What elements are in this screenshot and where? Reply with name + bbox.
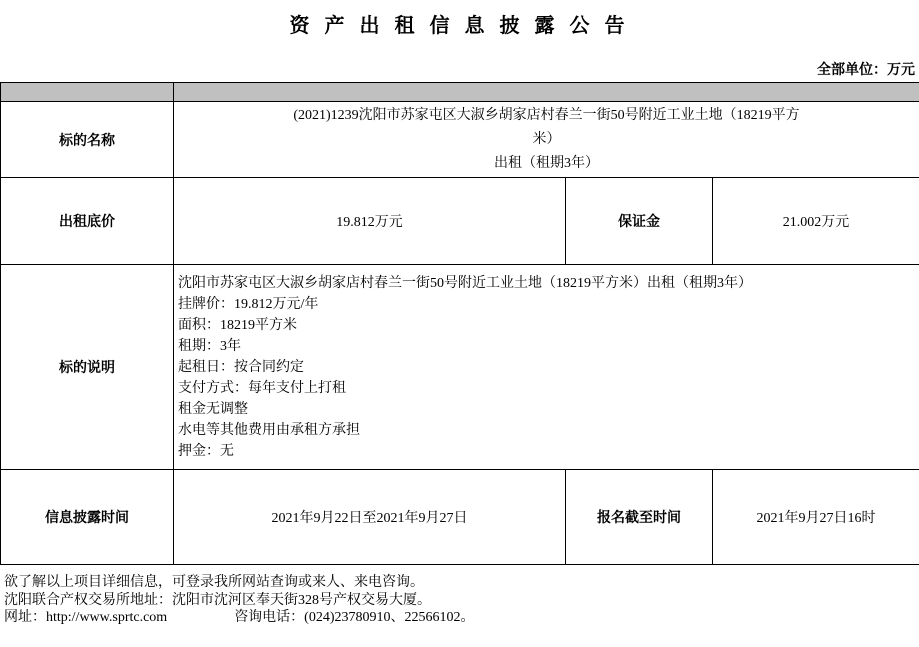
table-header-row xyxy=(1,83,919,102)
description-line: 租期：3年 xyxy=(178,336,915,357)
registration-deadline-label: 报名截至时间 xyxy=(566,470,713,565)
footer-address-line: 沈阳联合产权交易所地址：沈阳市沈河区奉天街328号产权交易大厦。 xyxy=(4,592,919,610)
subject-name-line: 米） xyxy=(174,128,919,152)
rent-price-row xyxy=(1,178,919,265)
description-line: 水电等其他费用由承租方承担 xyxy=(178,420,915,441)
description-line: 租金无调整 xyxy=(178,399,915,420)
header-cell-right xyxy=(174,83,919,102)
subject-name-row xyxy=(1,102,919,178)
header-cell-left xyxy=(1,83,174,102)
footer xyxy=(4,574,919,627)
deposit-value: 21.002万元 xyxy=(713,178,919,265)
subject-description-lines xyxy=(174,267,919,468)
disclosure-time-value: 2021年9月22日至2021年9月27日 xyxy=(174,470,566,565)
description-line: 起租日：按合同约定 xyxy=(178,357,915,378)
description-line: 面积：18219平方米 xyxy=(178,315,915,336)
disclosure-time-label: 信息披露时间 xyxy=(1,470,174,565)
unit-note: 全部单位：万元 xyxy=(0,62,915,80)
subject-description-row xyxy=(1,265,919,470)
rent-base-price-label: 出租底价 xyxy=(1,178,174,265)
announcement-page xyxy=(0,12,919,627)
subject-name-value xyxy=(174,102,919,178)
footer-info-line: 欲了解以上项目详细信息，可登录我所网站查询或来人、来电咨询。 xyxy=(4,574,919,592)
description-line: 支付方式：每年支付上打租 xyxy=(178,378,915,399)
disclosure-time-row xyxy=(1,470,919,565)
rent-base-price-value: 19.812万元 xyxy=(174,178,566,265)
footer-website: 网址：http://www.sprtc.com xyxy=(4,610,167,625)
subject-name-label: 标的名称 xyxy=(1,102,174,178)
subject-description-value xyxy=(174,265,919,470)
deposit-label: 保证金 xyxy=(566,178,713,265)
footer-contact-line xyxy=(4,609,919,627)
subject-name-line: (2021)1239沈阳市苏家屯区大淑乡胡家店村春兰一街50号附近工业土地（18219平方 xyxy=(174,104,919,128)
subject-description-label: 标的说明 xyxy=(1,265,174,470)
description-line: 沈阳市苏家屯区大淑乡胡家店村春兰一街50号附近工业土地（18219平方米）出租（租期3年） xyxy=(178,273,915,294)
description-line: 押金：无 xyxy=(178,441,915,462)
description-line: 挂牌价：19.812万元/年 xyxy=(178,294,915,315)
page-title: 资 产 出 租 信 息 披 露 公 告 xyxy=(0,12,919,40)
announcement-table xyxy=(0,82,919,565)
footer-phone: 咨询电话：(024)23780910、22566102。 xyxy=(234,610,474,625)
subject-name-line: 出租（租期3年） xyxy=(174,152,919,176)
registration-deadline-value: 2021年9月27日16时 xyxy=(713,470,919,565)
